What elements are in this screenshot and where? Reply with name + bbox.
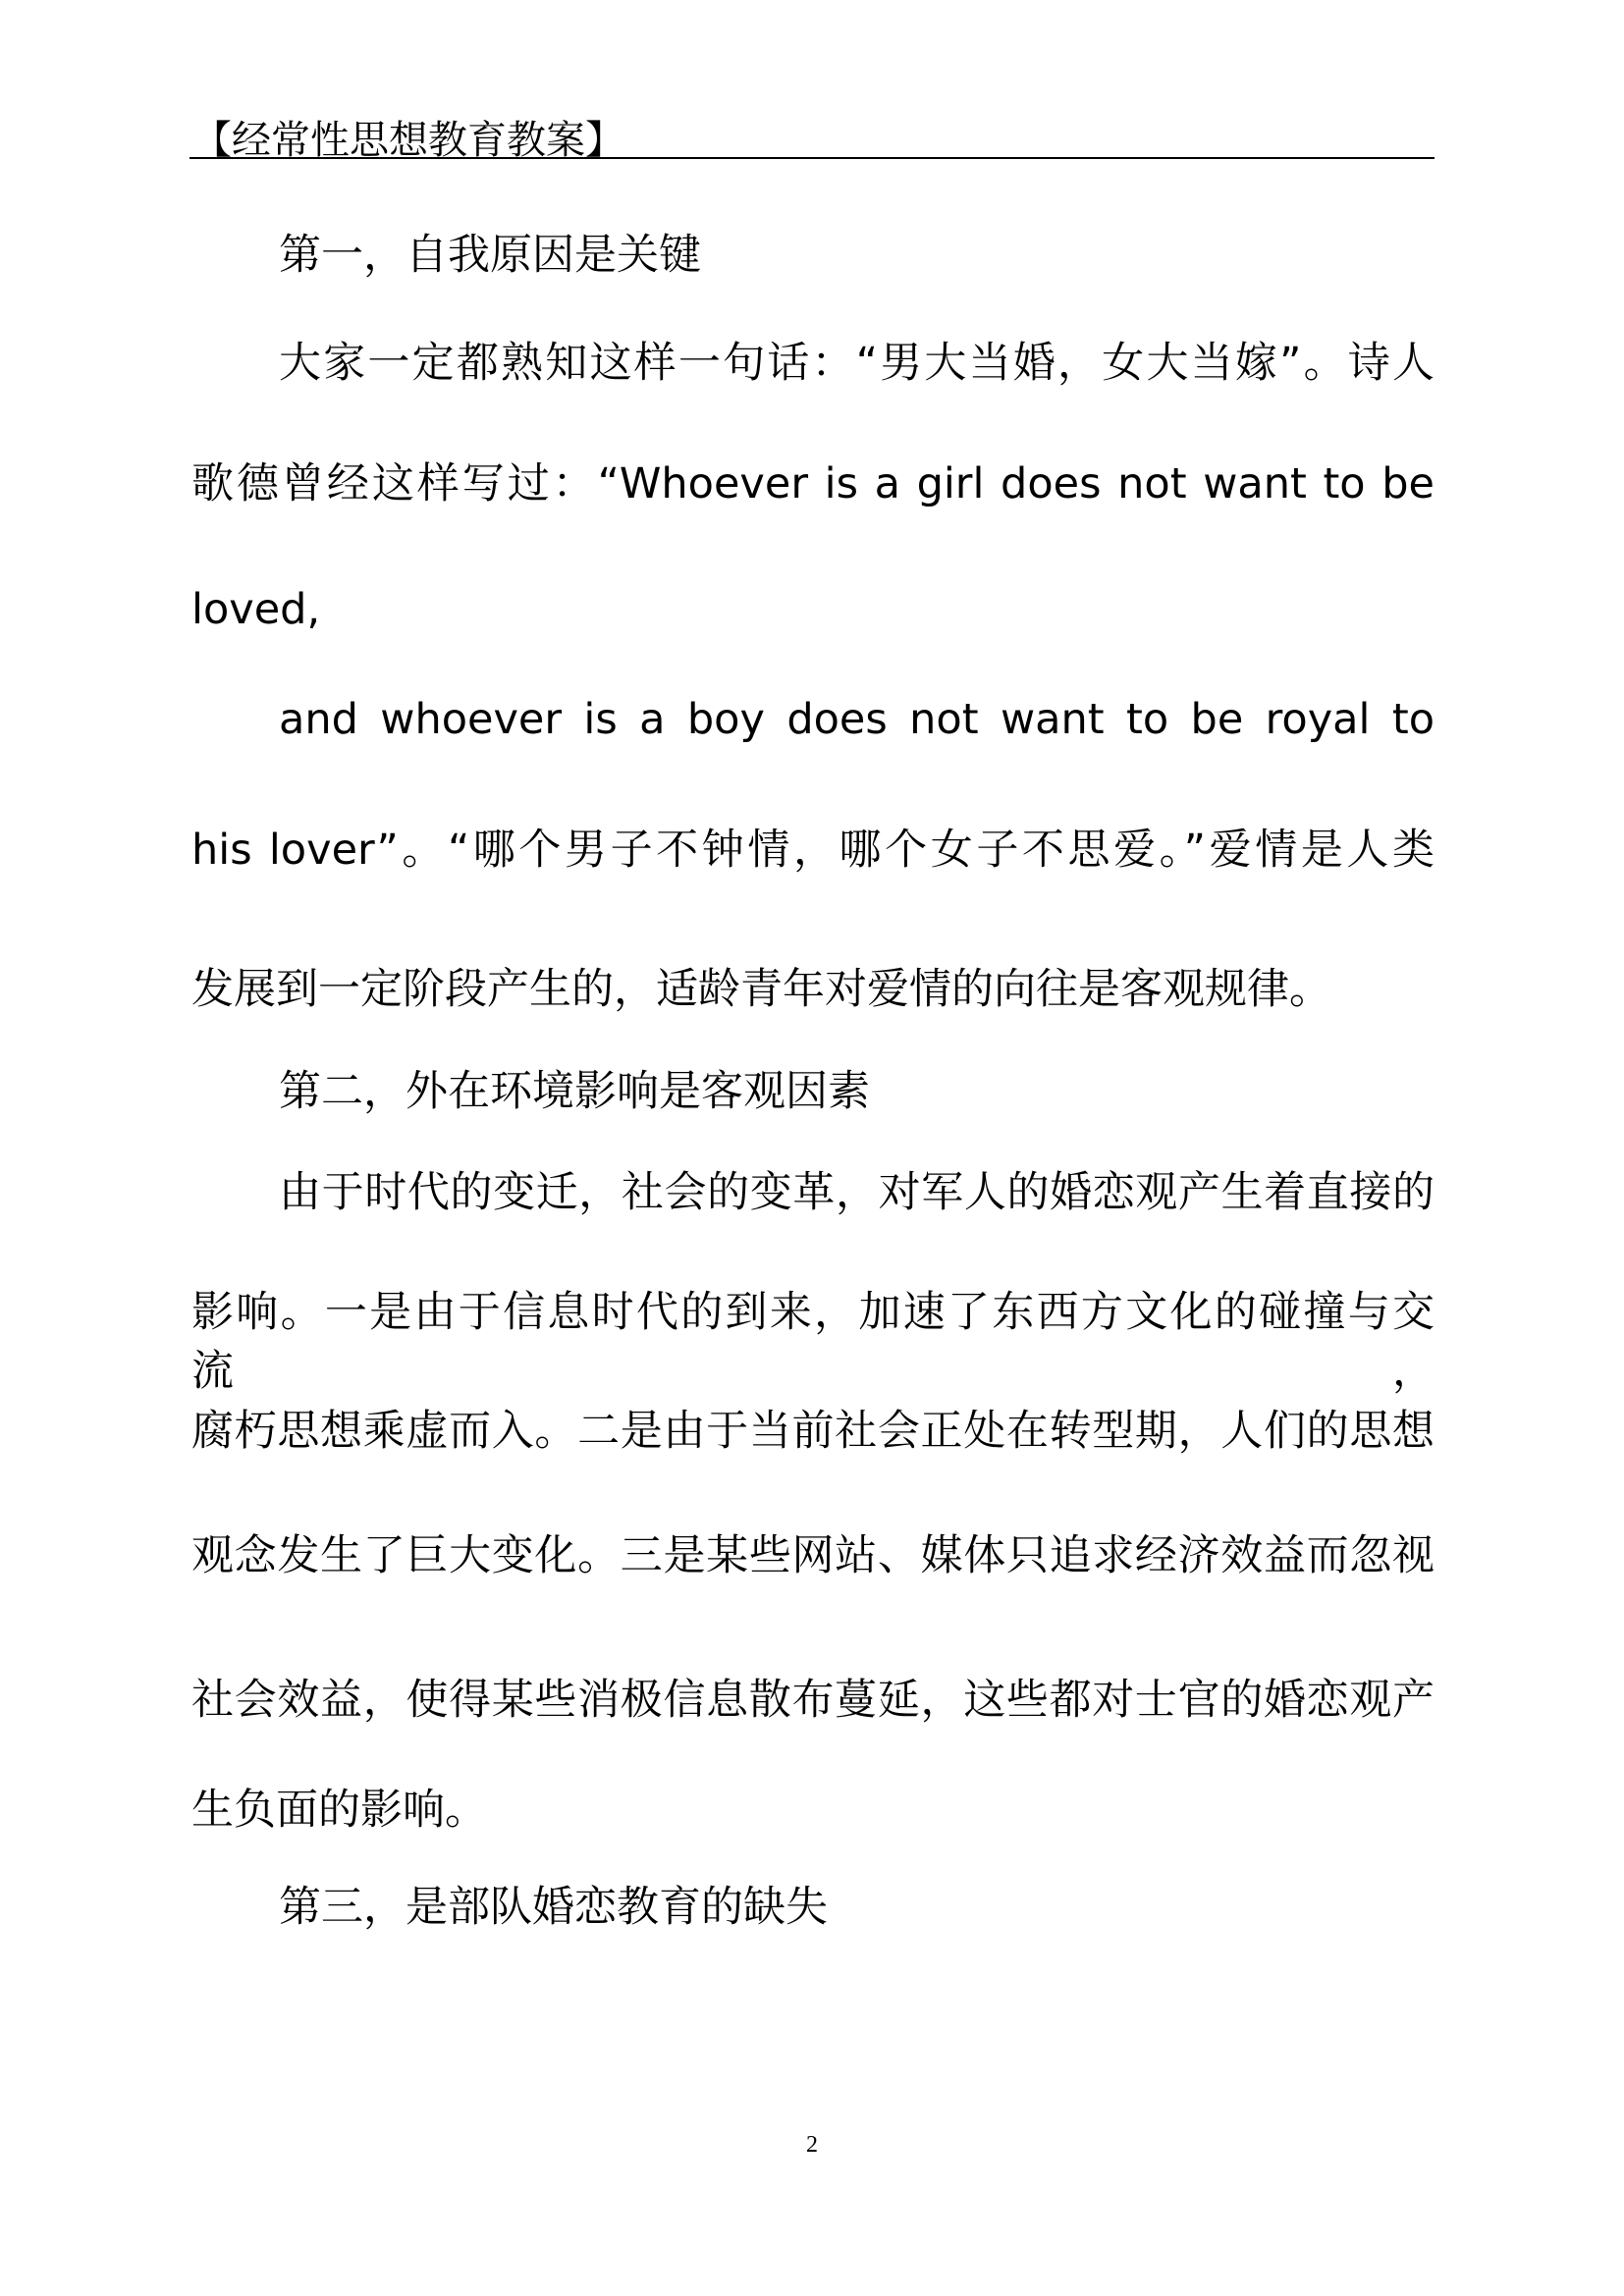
paragraph-line: 观念发生了巨大变化。三是某些网站、媒体只追求经济效益而忽视: [191, 1531, 1435, 1580]
paragraph-line: 社会效益，使得某些消极信息散布蔓延，这些都对士官的婚恋观产: [191, 1676, 1435, 1725]
running-header-title: 【经常性思想教育教案】: [192, 118, 624, 163]
paragraph-line: and whoever is a boy does not want to be royal to: [279, 695, 1435, 744]
paragraph-line: 由于时代的变迁，社会的变革，对军人的婚恋观产生着直接的: [279, 1168, 1435, 1217]
section-heading-1: 第一，自我原因是关键: [279, 231, 701, 280]
paragraph-line: his lover”。“哪个男子不钟情，哪个女子不思爱。”爱情是人类: [191, 826, 1435, 875]
paragraph-line: 影响。一是由于信息时代的到来，加速了东西方文化的碰撞与交流，: [191, 1288, 1435, 1396]
header-divider: [189, 157, 1435, 159]
paragraph-line: 歌德曾经这样写过：“Whoever is a girl does not want to be: [191, 459, 1435, 508]
paragraph-line: 发展到一定阶段产生的，适龄青年对爱情的向往是客观规律。: [191, 965, 1331, 1014]
section-heading-2: 第二，外在环境影响是客观因素: [279, 1067, 870, 1116]
section-heading-3: 第三，是部队婚恋教育的缺失: [279, 1883, 828, 1932]
page-number: 2: [806, 2132, 818, 2158]
paragraph-line: 腐朽思想乘虚而入。二是由于当前社会正处在转型期，人们的思想: [191, 1407, 1435, 1456]
paragraph-line: loved,: [191, 585, 321, 634]
paragraph-line: 生负面的影响。: [191, 1786, 487, 1835]
paragraph-line: 大家一定都熟知这样一句话：“男大当婚，女大当嫁”。诗人: [279, 339, 1435, 388]
